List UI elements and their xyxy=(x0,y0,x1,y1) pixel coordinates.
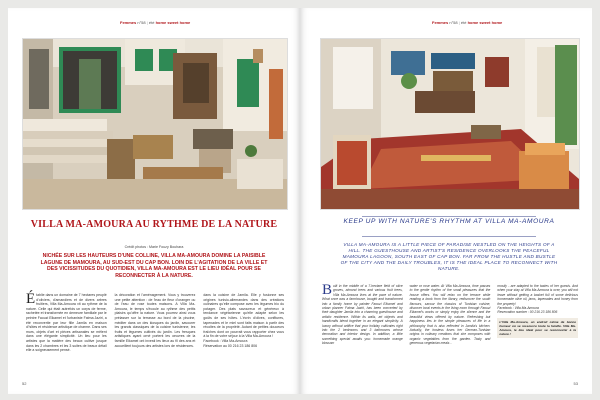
contact-facebook: Facebook : Villa Ma-Amoura xyxy=(203,338,248,343)
magazine-month: été xyxy=(460,20,467,25)
drop-cap: É xyxy=(26,291,36,307)
magazine-month: été xyxy=(148,20,155,25)
body-text-2: water or rose water. At Villa Ma-Amoura, time passes to the gentle rhythm of the small pleasures that the house offers. You will relax on the terrace while reading a book from the library, rediscover the south flavours, savour the classics of Tunisian cuisine, discover local events in the living room through Faouzi Elkamel's works or simply enjoy the silence and the beautiful views offered by nature. Refreshing but happiness lies in the simple pleasures of life in a philosophy that is also reflected in Jamila's kitchen. Actually, the hostess fuses her German-Tunisian origins in culinary creations that she composes with organic vegetables from the garden. Tasty and generous vegetarian meals - xyxy=(409,284,491,346)
body-column-3 xyxy=(203,293,284,377)
magazine-name: Femmes xyxy=(120,20,138,25)
magazine-issue: n°58 xyxy=(137,20,147,25)
page-number: 53 xyxy=(573,381,578,386)
header-separator: | xyxy=(146,20,148,25)
article-body-en xyxy=(322,284,578,380)
contact-facebook: Facebook : Villa Ma-Amoura xyxy=(497,306,539,311)
body-text-2: la décoration et l'aménagement. Vous y trouverez une petite attention : de l'eau de fleur d'oranger ou de l'eau de rose toutes maisons. A Villa Ma-Amoura, le temps s'écoule au rythme des petits plaisirs qu'offre la nature. Vous pourrez ainsi vous prélasser sur la terrasse au bord de la piscine, méditer dans un des kiosques du jardin, savourer les grands classiques de la cuisine tunisienne, les fruits et légumes cultivés du jardin. Les fresques artistiques ayant orné portent les oeuvres de la famille Elkamel ont investi les lieux au fil des ans et accueillent toujours des artistes lors de résidences. xyxy=(114,293,196,348)
living-room-photo xyxy=(320,38,580,210)
article-lead-en: VILLA MA-AMOURA IS A LITTLE PIECE OF PARADISE NESTLED ON THE HEIGHTS OF A HILL. THE GUESTHOUSE AND ARTIST'S RESIDENCE OVERLOOKS THE PEACEFUL MAMOURA LAGOON, SOUTH EAST OF CAP BON. FAR FROM THE HUSTLE AND BUSTLE OF THE CITY AND THE DAILY TROUBLES, IT IS THE IDEAL PLACE TO RECONNECT WITH NATURE. xyxy=(340,242,558,271)
body-text-3: dans la cuisine de Jamila. Elle y fusionne ses origines tunisio-allemandes dans des créations culinaires qu'elle compose avec les légumes bio du potager. Des plats savoureux et généreux à tendance végétarienne qu'elle adapte selon les goûts de ses hôtes. L'écrin d'olives, confitures, tapenades et le miel sont faits maison à partir des récoltes de la propriété. Autant de petites douceurs fraîches dont on pourrait vous rapporter chez vous à la fin de votre séjour à la Villa Ma-Amoura ! xyxy=(203,293,285,339)
body-text-3: mostly - are adapted to the tastes of her guests. And when your stay at Villa Ma-Amoura is over, you will not leave without getting a basket full of some delicious homemade olive oil, jams, tapenades and honey from the property! xyxy=(497,284,579,306)
magazine-name: Femmes xyxy=(432,20,450,25)
body-column-3 xyxy=(497,284,578,380)
magazine-spread xyxy=(8,8,592,394)
article-title-fr: VILLA MA-AMOURA AU RYTHME DE LA NATURE xyxy=(30,219,278,230)
running-header xyxy=(120,20,190,25)
page-number: 52 xyxy=(22,381,27,386)
running-header xyxy=(432,20,502,25)
right-page xyxy=(300,8,592,394)
header-separator: | xyxy=(458,20,460,25)
title-rule-bottom xyxy=(362,236,536,237)
body-text-1: tablie dans un domaine de 7 hectares peuplé d'oliviers, d'amandiers et de divers arbres fruitiers, Villa Ma-Amoura vit au rythme de la nature. Celle qui était autrefois un corps de ferme, rachetée et transformée en demeure familiale par le peintre Faouzi Elkamel et l'urbaniste Fatma Jaziri, a été reconvertie par leur fille Jamila en maison d'hôtes et résidence artistique de charme. Dans ses murs, objets d'art et pièces artisanales se mêlent dans une élégante simplicité. Un lieu pour les artistes que la matière des beaux cultive jusque dans les 2 chambres et les 3 suites de beaux détail elle a soigneusement pensé. xyxy=(26,293,107,353)
article-title-en: KEEP UP WITH NATURE'S RHYTHM AT VILLA MA-AMOURA xyxy=(343,218,555,225)
contact-reservation: Reservation number : 00 216 23 186 806 xyxy=(497,310,558,315)
body-column-1 xyxy=(26,293,107,377)
body-column-1 xyxy=(322,284,403,380)
title-rule-top xyxy=(362,216,536,217)
photo-credit: Crédit photos : Marie Fouzy Bouhara xyxy=(124,245,184,249)
article-lead-fr: NICHÉE SUR LES HAUTEURS D'UNE COLLINE, VILLA MA-AMOURA DOMINE LA PAISIBLE LAGUNE DE MAMOURA, AU SUD-EST DU CAP BON. LOIN DE L'AGITATION DE LA VILLE ET DES VICISSITUDES DU QUOTIDIEN, VILLA MA-AMOURA EST LE LIEU IDÉAL POUR SE RECONNECTER À LA NATURE. xyxy=(40,253,268,279)
section-tag: home sweet home xyxy=(155,20,191,25)
magazine-issue: n°58 xyxy=(449,20,459,25)
article-body-fr xyxy=(26,293,284,377)
living-room-illustration xyxy=(321,39,579,209)
body-column-2 xyxy=(410,284,491,380)
body-column-2 xyxy=(115,293,196,377)
drop-cap: B xyxy=(322,282,333,298)
body-text-1: uilt in the middle of a 7-hectare field of olive groves, almond trees and various fruit trees, Villa Ma-Amoura lives at the pace of nature. What once was a farmhouse, bought and transformed into a family home by painter Faouzi Elkamel and urban planner Fatma Jaziri, has been converted by their daughter Jamila into a charming guesthouse and artistic residence. Within its walls, art objects and handicrafts blend together in an elegant simplicity. A luxury without artifice that your holiday cultivates right into the 2 bedrooms and 3 bathrooms whose decoration and interior design. In addition, a little something special awaits you: homemade orange blossom xyxy=(322,284,403,346)
courtyard-illustration xyxy=(23,39,287,209)
section-tag: home sweet home xyxy=(467,20,503,25)
contact-reservation: Réservation au 00 216 23 186 806 xyxy=(203,343,258,348)
left-page xyxy=(8,8,300,394)
sidebar-box: L'Villa Ma-Amoura, un endroit calme de bonne humeur où se ressource toute la famille. Villa Ma-Amoura, le lieu idéal pour se reconnecter à la nature ! xyxy=(499,319,577,336)
courtyard-photo xyxy=(22,38,288,210)
